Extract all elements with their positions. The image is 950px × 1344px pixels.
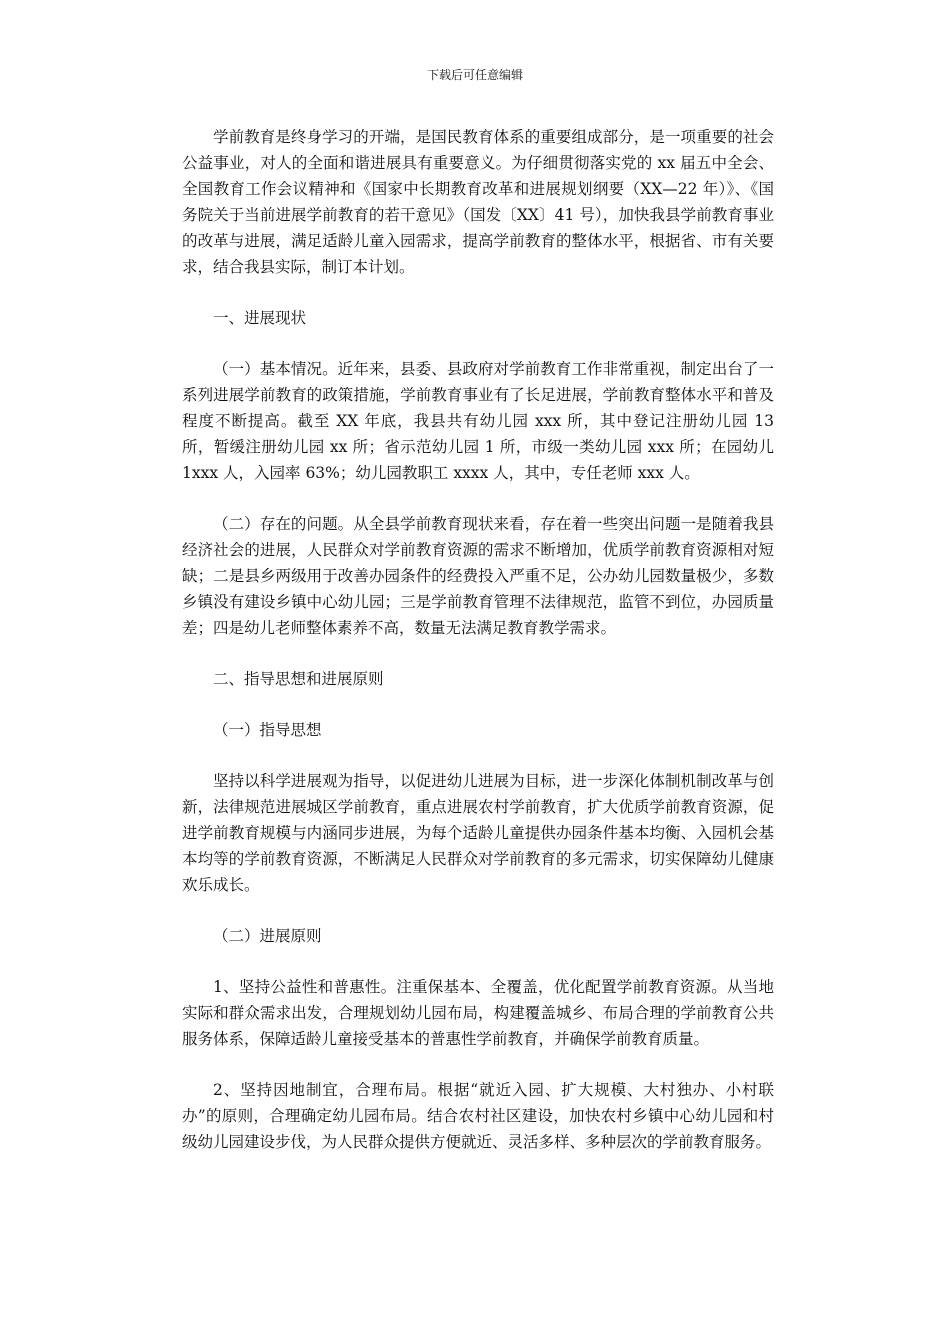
section-heading-guiding-principles: 二、指导思想和进展原则 — [213, 670, 384, 688]
page-header-note: 下载后可任意编辑 — [426, 68, 523, 82]
paragraph-principle-1: 1、坚持公益性和普惠性。注重保基本、全覆盖，优化配置学前教育资源。从当地实际和群众需求出发，合理规划幼儿园布局，构建覆盖城乡、布局合理的学前教育公共服务体系，保障适龄儿童接受基本的普惠性学前教育，并确保学前教育质量。 — [182, 978, 774, 1048]
subsection-heading-guiding-thought: （一）指导思想 — [213, 721, 322, 739]
paragraph-guiding-thought: 坚持以科学进展观为指导，以促进幼儿进展为目标，进一步深化体制机制改革与创新，法律规范进展城区学前教育，重点进展农村学前教育，扩大优质学前教育资源，促进学前教育规模与内涵同步进展，为每个适龄儿童提供办园条件基本均衡、入园机会基本均等的学前教育资源，不断满足人民群众对学前教育的多元需求，切实保障幼儿健康欢乐成长。 — [182, 772, 774, 894]
paragraph-existing-problems: （二）存在的问题。从全县学前教育现状来看，存在着一些突出问题一是随着我县经济社会的进展，人民群众对学前教育资源的需求不断增加，优质学前教育资源相对短缺；二是县乡两级用于改善办园条件的经费投入严重不足，公办幼儿园数量极少，多数乡镇没有建设乡镇中心幼儿园；三是学前教育管理不法律规范，监管不到位，办园质量差；四是幼儿老师整体素养不高，数量无法满足教育教学需求。 — [182, 515, 774, 637]
intro-paragraph: 学前教育是终身学习的开端，是国民教育体系的重要组成部分，是一项重要的社会公益事业，对人的全面和谐进展具有重要意义。为仔细贯彻落实党的 xx 届五中全会、全国教育工作会议精神和《国家中长期教育改革和进展规划纲要（XX—22 年）》、《国务院关于当前进展学前教育的若干意见》（国发〔XX〕41 号），加快我县学前教育事业的改革与进展，满足适龄儿童入园需求，提高学前教育的整体水平，根据省、市有关要求，结合我县实际，制订本计划。 — [182, 128, 774, 276]
section-heading-status: 一、进展现状 — [213, 309, 307, 327]
document-body — [182, 124, 774, 1180]
paragraph-basic-situation: （一）基本情况。近年来，县委、县政府对学前教育工作非常重视，制定出台了一系列进展学前教育的政策措施，学前教育事业有了长足进展，学前教育整体水平和普及程度不断提高。截至 XX 年底，我县共有幼儿园 xxx 所，其中登记注册幼儿园 13 所，暂缓注册幼儿园 xx 所；省示范幼儿园 1 所，市级一类幼儿园 xxx 所；在园幼儿 1xxx 人，入园率 63%；幼儿园教职工 xxxx 人，其中，专任老师 xxx 人。 — [182, 360, 774, 482]
paragraph-principle-2: 2、坚持因地制宜，合理布局。根据“就近入园、扩大规模、大村独办、小村联办”的原则，合理确定幼儿园布局。结合农村社区建设，加快农村乡镇中心幼儿园和村级幼儿园建设步伐，为人民群众提供方便就近、灵活多样、多种层次的学前教育服务。 — [182, 1081, 774, 1151]
subsection-heading-principles: （二）进展原则 — [213, 927, 322, 945]
